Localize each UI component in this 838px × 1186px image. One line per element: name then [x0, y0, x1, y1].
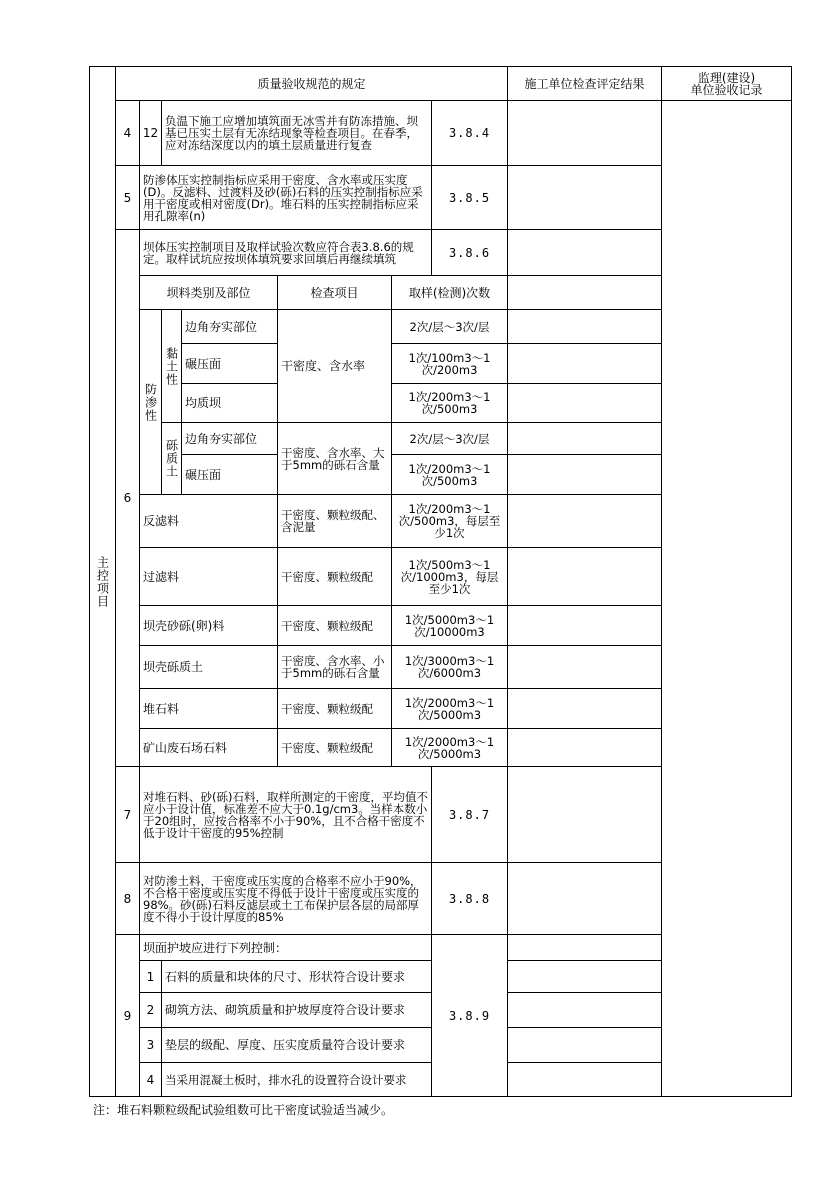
row5-clause: 3.8.5: [431, 165, 508, 230]
subrow-part: 碾压面: [181, 343, 278, 384]
row4-subnumber: 12: [139, 100, 162, 166]
material-result-cell[interactable]: [507, 645, 662, 689]
header-supervision-line2: 单位验收记录: [690, 82, 763, 97]
row9-result-cell[interactable]: [507, 934, 662, 961]
subrow-part: 碾压面: [181, 454, 278, 495]
row7-number: 7: [115, 766, 140, 863]
row8-clause: 3.8.8: [431, 862, 508, 935]
row4-clause: 3.8.4: [431, 100, 508, 166]
row9-item-number: 4: [139, 1062, 162, 1097]
subrow-part: 均质坝: [181, 383, 278, 423]
row4-number: 4: [115, 100, 140, 166]
row9-number: 9: [115, 934, 140, 1097]
header-supervision-line1: 监理(建设): [697, 70, 756, 85]
row5-result-cell[interactable]: [507, 165, 662, 230]
clay-item: 干密度、含水率: [277, 309, 392, 423]
row9-item-number: 2: [139, 992, 162, 1028]
row9-item-text: 当采用混凝土板时，排水孔的设置符合设计要求: [161, 1062, 432, 1097]
subrow-result-cell[interactable]: [507, 343, 662, 384]
material-freq: 1次/200m3～1次/500m3，每层至少1次: [391, 494, 508, 548]
col-header-freq: 取样(检测)次数: [391, 275, 508, 310]
material-name: 堆石料: [139, 688, 278, 729]
gravel-soil-label: 砾质土: [161, 422, 182, 495]
subrow-freq: 1次/200m3～1次/500m3: [391, 454, 508, 495]
row8-result-cell[interactable]: [507, 862, 662, 935]
subrow-result-cell[interactable]: [507, 383, 662, 423]
material-result-cell[interactable]: [507, 728, 662, 767]
row7-result-cell[interactable]: [507, 766, 662, 863]
subrow-result-cell[interactable]: [507, 454, 662, 495]
header-spec: 质量验收规范的规定: [115, 66, 508, 101]
material-result-cell[interactable]: [507, 494, 662, 548]
material-name: 过滤料: [139, 547, 278, 606]
col-header-result-cell[interactable]: [507, 275, 662, 310]
material-name: 坝壳砾质土: [139, 645, 278, 689]
row6-result-cell[interactable]: [507, 229, 662, 276]
subrow-result-cell[interactable]: [507, 422, 662, 455]
row9-item-result-cell[interactable]: [507, 1027, 662, 1063]
clay-label: 黏土性: [161, 309, 182, 423]
subrow-part: 边角夯实部位: [181, 309, 278, 344]
row9-item-result-cell[interactable]: [507, 960, 662, 993]
gravel-item: 干密度、含水率、大于5mm的砾石含量: [277, 422, 392, 495]
material-freq: 1次/3000m3～1次/6000m3: [391, 645, 508, 689]
row4-result-cell[interactable]: [507, 100, 662, 166]
material-result-cell[interactable]: [507, 688, 662, 729]
subrow-freq: 1次/100m3～1次/200m3: [391, 343, 508, 384]
row9-intro: 坝面护坡应进行下列控制：: [139, 934, 432, 961]
material-item: 干密度、颗粒级配、含泥量: [277, 494, 392, 548]
row9-item-result-cell[interactable]: [507, 1062, 662, 1097]
row9-clause: 3.8.9: [431, 934, 508, 1097]
row9-item-text: 砌筑方法、砌筑质量和护坡厚度符合设计要求: [161, 992, 432, 1028]
footnote: 注：堆石料颗粒级配试验组数可比干密度试验适当减少。: [93, 1103, 394, 1117]
subrow-freq: 2次/层～3次/层: [391, 309, 508, 344]
row6-clause: 3.8.6: [431, 229, 508, 276]
row9-item-result-cell[interactable]: [507, 992, 662, 1028]
material-freq: 1次/5000m3～1次/10000m3: [391, 605, 508, 646]
material-name: 矿山废石场石料: [139, 728, 278, 767]
row8-text: 对防渗土料，干密度或压实度的合格率不应小于90%，不合格干密度或压实度不得低于设计干密度或压实度的98%。砂(砾)石料反滤层或土工布保护层各层的局部厚度不得小于设计厚度的85%: [139, 862, 432, 935]
row9-item-text: 石料的质量和块体的尺寸、形状符合设计要求: [161, 960, 432, 993]
header-construction: 施工单位检查评定结果: [507, 66, 662, 101]
subrow-freq: 2次/层～3次/层: [391, 422, 508, 455]
material-result-cell[interactable]: [507, 547, 662, 606]
material-item: 干密度、颗粒级配: [277, 688, 392, 729]
col-header-material: 坝料类别及部位: [139, 275, 278, 310]
row7-clause: 3.8.7: [431, 766, 508, 863]
subrow-result-cell[interactable]: [507, 309, 662, 344]
material-result-cell[interactable]: [507, 605, 662, 646]
row6-number: 6: [115, 229, 140, 767]
main-control-label: 主控项目: [89, 66, 116, 1097]
row9-item-number: 1: [139, 960, 162, 993]
row9-item-number: 3: [139, 1027, 162, 1063]
col-header-item: 检查项目: [277, 275, 392, 310]
row5-text: 防渗体压实控制指标应采用干密度、含水率或压实度(D)。反滤料、过渡料及砂(砾)石料的压实控制指标应采用干密度或相对密度(Dr)。堆石料的压实控制指标应采用孔隙率(n): [139, 165, 432, 230]
row9-item-text: 垫层的级配、厚度、压实度质量符合设计要求: [161, 1027, 432, 1063]
material-freq: 1次/2000m3～1次/5000m3: [391, 688, 508, 729]
subrow-freq: 1次/200m3～1次/500m3: [391, 383, 508, 423]
header-supervision: [661, 66, 792, 101]
material-item: 干密度、颗粒级配: [277, 547, 392, 606]
impervious-label: 防渗性: [139, 309, 162, 495]
row7-text: 对堆石料、砂(砾)石料，取样所测定的干密度，平均值不应小于设计值，标准差不应大于0.1g/cm3。当样本数小于20组时，应按合格率不小于90%，且不合格干密度不低于设计干密度的95%控制: [139, 766, 432, 863]
material-name: 坝壳砂砾(卵)料: [139, 605, 278, 646]
material-item: 干密度、颗粒级配: [277, 728, 392, 767]
row5-number: 5: [115, 165, 140, 230]
row8-number: 8: [115, 862, 140, 935]
subrow-part: 边角夯实部位: [181, 422, 278, 455]
material-name: 反滤料: [139, 494, 278, 548]
row4-text: 负温下施工应增加填筑面无冰雪并有防冻措施、坝基已压实土层有无冻结现象等检查项目。在春季，应对冻结深度以内的填土层质量进行复查: [161, 100, 432, 166]
material-freq: 1次/2000m3～1次/5000m3: [391, 728, 508, 767]
material-item: 干密度、颗粒级配: [277, 605, 392, 646]
material-freq: 1次/500m3～1次/1000m3，每层至少1次: [391, 547, 508, 606]
material-item: 干密度、含水率、小于5mm的砾石含量: [277, 645, 392, 689]
row6-text: 坝体压实控制项目及取样试验次数应符合表3.8.6的规定。取样试坑应按坝体填筑要求回填后再继续填筑: [139, 229, 432, 276]
supervision-record-cell[interactable]: [661, 100, 792, 1097]
